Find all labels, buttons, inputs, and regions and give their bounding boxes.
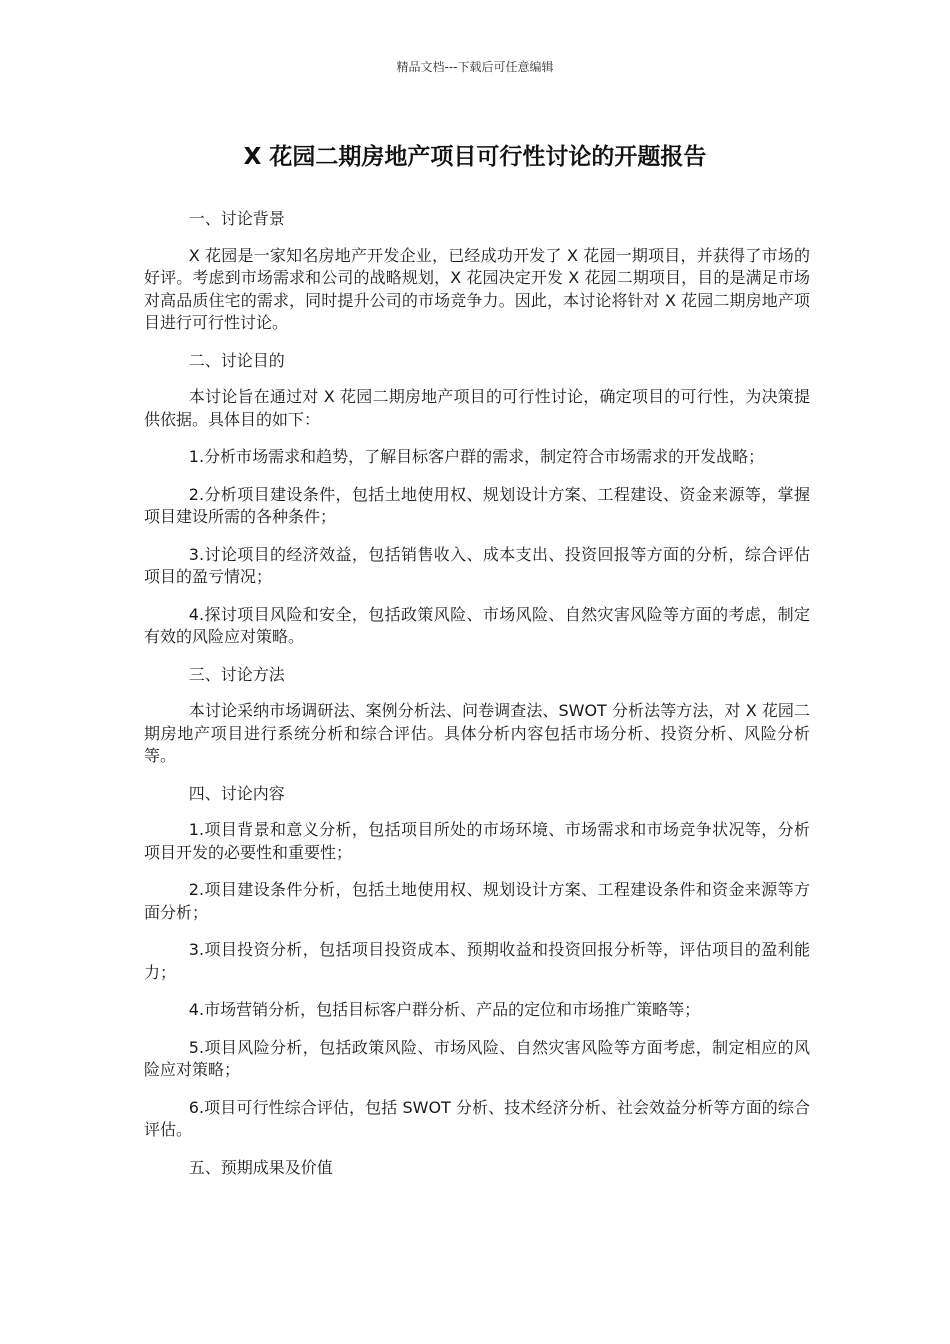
section-heading-background: 一、讨论背景 — [188, 209, 285, 228]
content-item: 2.项目建设条件分析，包括土地使用权、规划设计方案、工程建设条件和资金来源等方面分析； — [144, 880, 810, 922]
section-heading-outcomes: 五、预期成果及价值 — [188, 1157, 333, 1177]
background-paragraph: X 花园是一家知名房地产开发企业，已经成功开发了 X 花园一期项目，并获得了市场的好评。考虑到市场需求和公司的战略规划，X 花园决定开发 X 花园二期项目，目的是满足市场对高品质住宅的需求，同时提升公司的市场竞争力。因此，本讨论将针对 X 花园二期房地产项目进行可行性讨论。 — [144, 245, 810, 332]
document-body — [144, 208, 810, 1193]
method-paragraph: 本讨论采纳市场调研法、案例分析法、问卷调查法、SWOT 分析法等方法，对 X 花园二期房地产项目进行系统分析和综合评估。具体分析内容包括市场分析、投资分析、风险分析等。 — [144, 701, 810, 765]
purpose-item: 2.分析项目建设条件，包括土地使用权、规划设计方案、工程建设、资金来源等，掌握项目建设所需的各种条件； — [144, 484, 810, 526]
content-item: 3.项目投资分析，包括项目投资成本、预期收益和投资回报分析等，评估项目的盈利能力； — [144, 940, 810, 982]
purpose-item: 4.探讨项目风险和安全，包括政策风险、市场风险、自然灾害风险等方面的考虑，制定有效的风险应对策略。 — [144, 604, 810, 646]
section-heading-purpose: 二、讨论目的 — [188, 350, 285, 370]
content-item: 4.市场营销分析，包括目标客户群分析、产品的定位和市场推广策略等； — [188, 1000, 701, 1019]
document-title: X 花园二期房地产项目可行性讨论的开题报告 — [243, 144, 707, 170]
section-heading-method: 三、讨论方法 — [188, 664, 285, 684]
header-note: 精品文档---下载后可任意编辑 — [396, 60, 554, 74]
content-item: 6.项目可行性综合评估，包括 SWOT 分析、技术经济分析、社会效益分析等方面的综合评估。 — [144, 1097, 810, 1139]
purpose-intro-paragraph: 本讨论旨在通过对 X 花园二期房地产项目的可行性讨论，确定项目的可行性，为决策提供依据。具体目的如下： — [144, 387, 810, 429]
content-item: 1.项目背景和意义分析，包括项目所处的市场环境、市场需求和市场竞争状况等，分析项目开发的必要性和重要性； — [144, 820, 810, 862]
purpose-item: 1.分析市场需求和趋势，了解目标客户群的需求，制定符合市场需求的开发战略； — [188, 447, 765, 466]
purpose-item: 3.讨论项目的经济效益，包括销售收入、成本支出、投资回报等方面的分析，综合评估项目的盈亏情况； — [144, 544, 810, 586]
content-item: 5.项目风险分析，包括政策风险、市场风险、自然灾害风险等方面考虑，制定相应的风险应对策略； — [144, 1037, 810, 1079]
section-heading-content: 四、讨论内容 — [188, 783, 285, 803]
